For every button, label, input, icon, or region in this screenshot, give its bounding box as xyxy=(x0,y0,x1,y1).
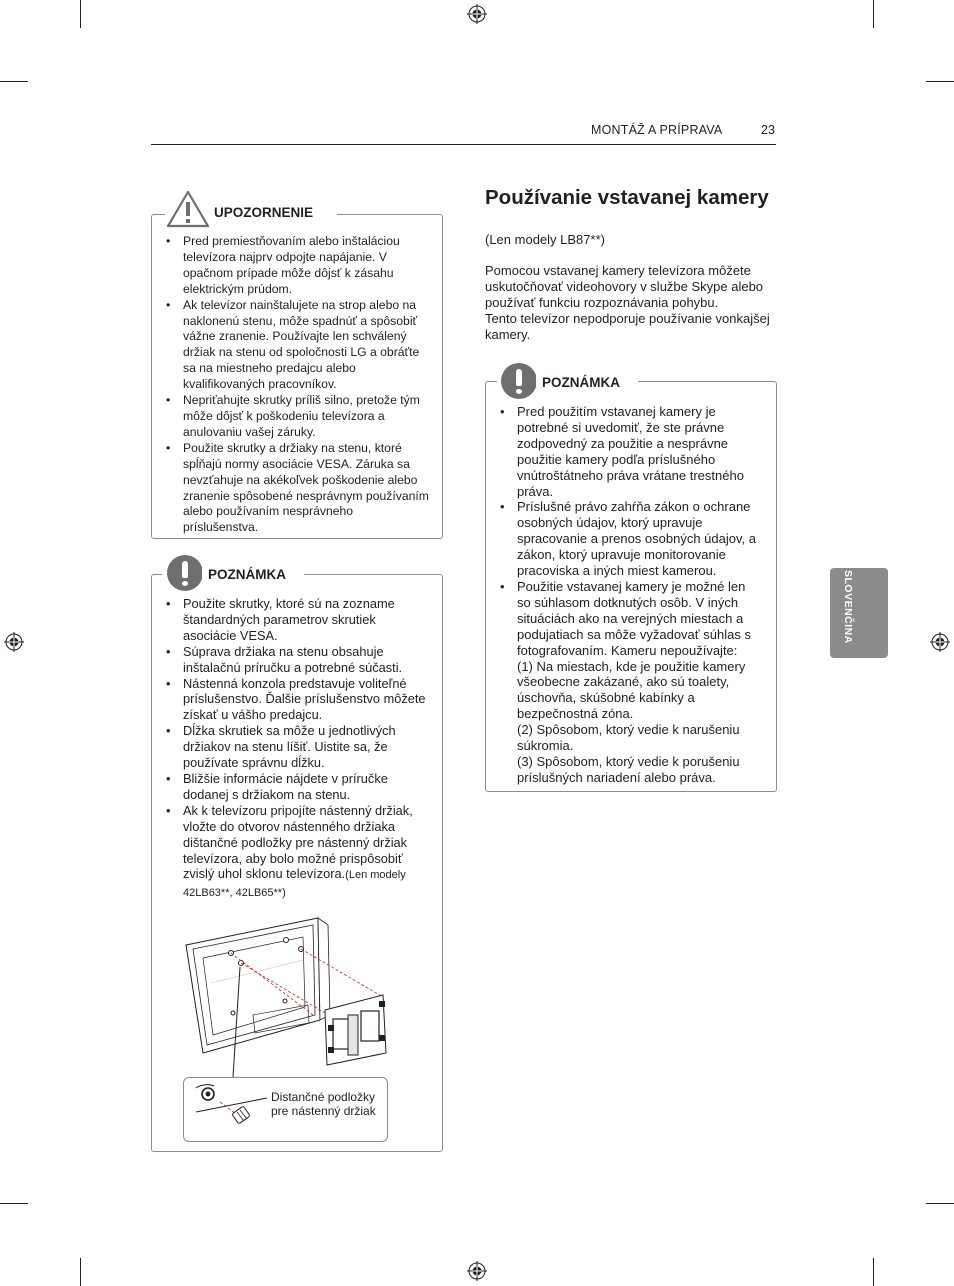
list-item: • Pred premiestňovaním alebo inštaláciou televízora najprv odpojte napájanie. V opačnom prípade môže dôjsť k zásahu elektrickým prúdom. xyxy=(165,234,430,298)
list-item: • Príslušné právo zahŕňa zákon o ochrane osobných údajov, ktorý upravuje spracovanie a prenos osobných údajov, a zákon, ktorý upravuje monitorovanie pracoviska a iných miest kamerou. xyxy=(499,499,761,579)
page-title: Používanie vstavanej kamery xyxy=(485,186,769,209)
registration-mark-icon xyxy=(467,4,487,24)
crop-mark xyxy=(80,1258,81,1286)
sub-line: (3) Spôsobom, ktorý vedie k porušeniu príslušných nariadení alebo práva. xyxy=(517,753,740,785)
registration-mark-icon xyxy=(4,632,24,652)
models-suffix: (Len modely 42LB63**, 42LB65**) xyxy=(183,869,406,900)
wall-mount-illustration xyxy=(183,915,388,1080)
warning-triangle-icon xyxy=(165,189,211,229)
page-number: 23 xyxy=(761,123,775,137)
crop-mark xyxy=(926,81,954,82)
note-list-right xyxy=(499,404,761,786)
spacer-caption: Distančné podložky pre nástenný držiak xyxy=(271,1090,376,1118)
wall-mount-spacer-icon xyxy=(192,1082,267,1137)
note-exclamation-icon xyxy=(167,555,203,591)
list-item: • Použite skrutky a držiaky na stenu, ktoré spĺňajú normy asociácie VESA. Záruka sa nevzťahuje na akékoľvek poškodenie alebo zranenie spôsobené nesprávnym používaním alebo používaním nesprávneho príslušenstva. xyxy=(165,441,430,536)
caution-heading: UPOZORNENIE xyxy=(208,205,337,220)
list-item: • Nepriťahujte skrutky príliš silno, pretože tým môže dôjsť k poškodeniu televízora a anulovaniu vašej záruky. xyxy=(165,393,430,441)
crop-mark xyxy=(873,1258,874,1286)
note-heading-right: POZNÁMKA xyxy=(536,375,638,390)
models-note: (Len modely LB87**) xyxy=(485,232,605,247)
list-item-text: Ak k televízoru pripojíte nástenný držiak, vložte do otvorov nástenného držiaka dištančné podložky pre nástenný držiak televízora, aby bolo možné prispôsobiť zvislý uhol sklonu televízora. xyxy=(183,802,413,882)
registration-mark-icon xyxy=(930,632,950,652)
list-item-text: • Použitie vstavanej kamery je možné len so súhlasom dotknutých osôb. V iných situáciách ako na verejných miestach a podujatiach sa môže vyžadovať súhlas s fotografovaním. Kameru nepoužívajte: xyxy=(517,578,751,658)
sub-line: (2) Spôsobom, ktorý vedie k narušeniu súkromia. xyxy=(517,722,740,754)
list-item xyxy=(165,803,430,902)
note-list-left xyxy=(165,596,430,902)
caution-list xyxy=(165,234,430,536)
header-divider xyxy=(151,144,776,145)
sub-line: (1) Na miestach, kde je použitie kamery všeobecne zakázané, ako sú toalety, úschovňa, skúšobné kabínky a bezpečnostná zóna. xyxy=(517,658,746,722)
intro-paragraph-2: Tento televízor nepodporuje používanie vonkajšej kamery. xyxy=(485,311,770,342)
list-item: • Dĺžka skrutiek sa môže u jednotlivých držiakov na stenu líšiť. Uistite sa, že používate správnu dĺžku. xyxy=(165,723,430,771)
list-item: • Súprava držiaka na stenu obsahuje inštalačnú príručku a potrebné súčasti. xyxy=(165,644,430,676)
crop-mark xyxy=(0,1203,28,1204)
crop-mark xyxy=(926,1203,954,1204)
crop-mark xyxy=(80,0,81,28)
crop-mark xyxy=(873,0,874,28)
list-item xyxy=(499,579,761,786)
list-item: • Pred použitím vstavanej kamery je potrebné si uvedomiť, že ste právne zodpovedný za použitie a nesprávne použitie kamery podľa príslušného vnútroštátneho práva vrátane trestného práva. xyxy=(499,404,761,499)
registration-mark-icon xyxy=(467,1261,487,1281)
list-item: • Ak televízor nainštalujete na strop alebo na naklonenú stenu, môže spadnúť a spôsobiť vážne zranenie. Používajte len schválený držiak na stenu od spoločnosti LG a obráťte sa na miestneho predajcu alebo kvalifikovaných pracovníkov. xyxy=(165,298,430,393)
list-item: • Bližšie informácie nájdete v príručke dodanej s držiakom na stenu. xyxy=(165,771,430,803)
list-item: • Nástenná konzola predstavuje voliteľné príslušenstvo. Ďalšie príslušenstvo môžete získať u vášho predajcu. xyxy=(165,676,430,724)
list-item: • Použite skrutky, ktoré sú na zozname štandardných parametrov skrutiek asociácie VESA. xyxy=(165,596,430,644)
header-section-title: MONTÁŽ A PRÍPRAVA xyxy=(591,123,723,137)
note-exclamation-icon xyxy=(501,363,537,399)
crop-mark xyxy=(0,81,28,82)
language-side-tab-label: SLOVENČINA xyxy=(842,570,854,644)
intro-paragraph: Pomocou vstavanej kamery televízora môžete uskutočňovať videohovory v službe Skype alebo používať funkciu rozpoznávania pohybu. xyxy=(485,263,764,310)
note-heading-left: POZNÁMKA xyxy=(202,567,304,582)
